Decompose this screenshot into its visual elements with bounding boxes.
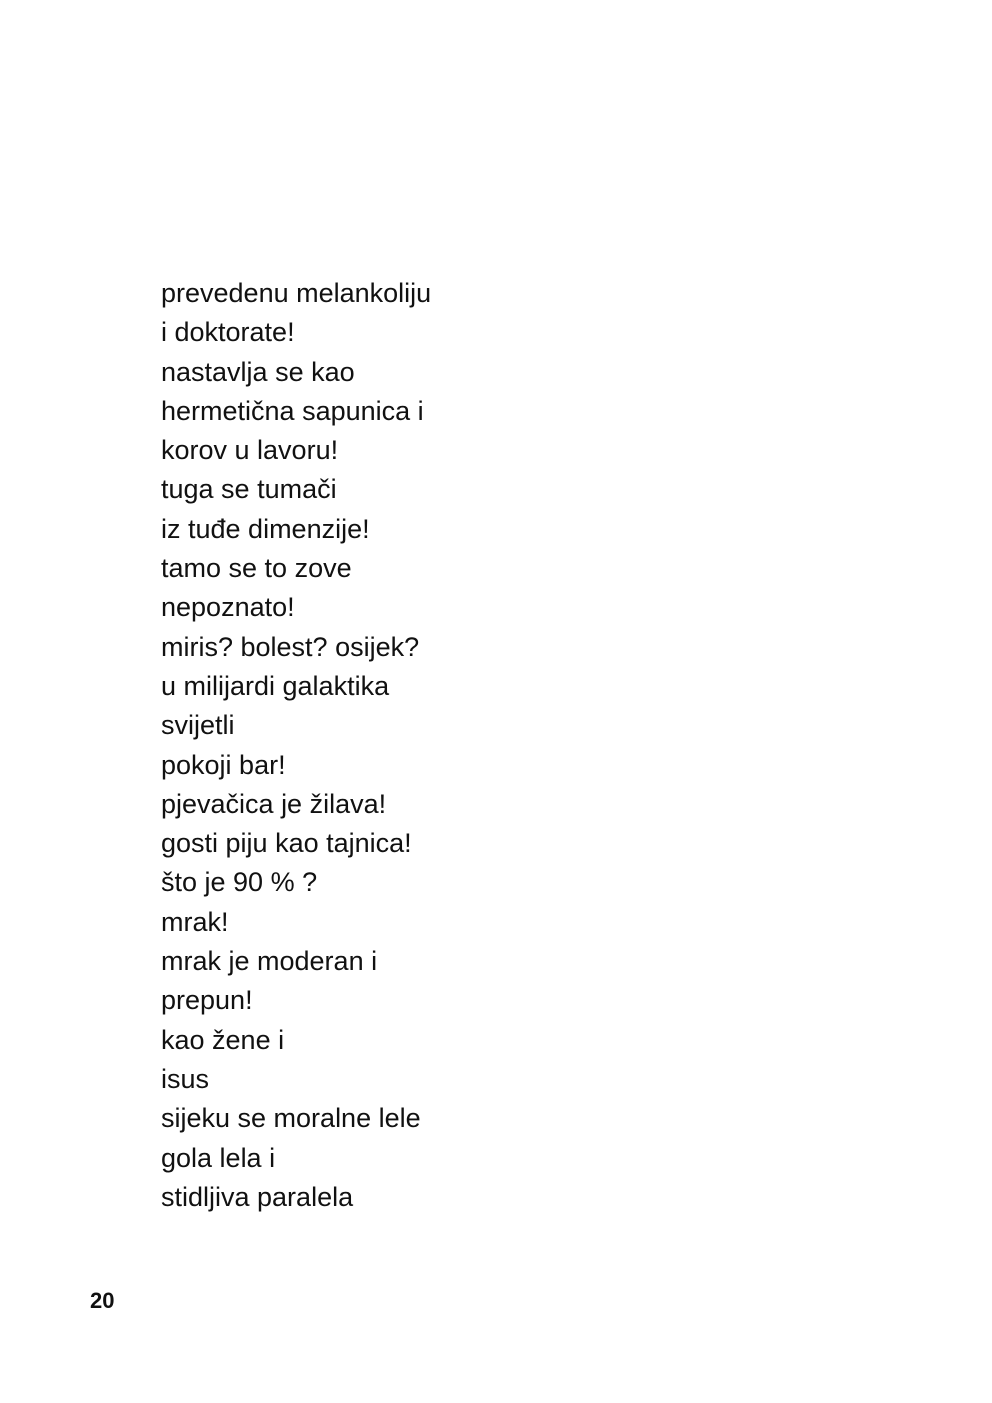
poem-line: sijeku se moralne lele — [161, 1103, 421, 1134]
poem-line: kao žene i — [161, 1024, 285, 1055]
poem-line: tuga se tumači — [161, 474, 337, 505]
page-number: 20 — [90, 1288, 115, 1313]
poem-line: pjevačica je žilava! — [161, 788, 387, 819]
poem-line: i doktorate! — [161, 317, 295, 348]
poem-line: mrak je moderan i — [161, 946, 378, 977]
poem-line: gola lela i — [161, 1142, 276, 1173]
poem-line: prevedenu melankoliju — [161, 278, 432, 308]
poem-line: prepun! — [161, 985, 253, 1016]
poem-line: što je 90 % ? — [161, 867, 318, 898]
poem-line: korov u lavoru! — [161, 435, 339, 466]
poem-line: u milijardi galaktika — [161, 670, 390, 701]
poem-line: iz tuđe dimenzije! — [161, 513, 370, 544]
poem-line: tamo se to zove — [161, 553, 352, 584]
poem-line: nepoznato! — [161, 592, 295, 623]
poem-line: nastavlja se kao — [161, 356, 355, 387]
poem-line: isus — [161, 1063, 210, 1094]
poem-line: miris? bolest? osijek? — [161, 631, 420, 662]
poem-line: svijetli — [161, 710, 235, 741]
poem-line: pokoji bar! — [161, 749, 286, 780]
poem-line: hermetična sapunica i — [161, 395, 424, 426]
poem-line: mrak! — [161, 906, 229, 937]
poem-line: stidljiva paralela — [161, 1181, 354, 1212]
poem-text — [161, 274, 431, 1217]
poem-line: gosti piju kao tajnica! — [161, 828, 412, 859]
